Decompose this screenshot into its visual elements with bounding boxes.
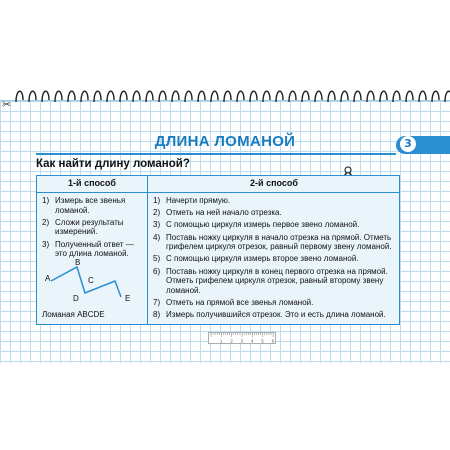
spiral-ring	[107, 91, 114, 102]
polyline-figure	[41, 259, 141, 309]
page-title: ДЛИНА ЛОМАНОЙ	[154, 133, 296, 150]
spiral-ring	[302, 91, 309, 102]
spiral-ring	[445, 91, 450, 102]
spiral-ring	[250, 91, 257, 102]
step-number: 4)	[153, 232, 161, 242]
step-text: С помощью циркуля измерь второе звено ломаной.	[166, 254, 359, 264]
methods-table	[36, 175, 400, 325]
step-number: 1)	[42, 196, 50, 205]
point-label: C	[88, 276, 94, 285]
scissors-icon: ✂	[2, 98, 12, 111]
method2-title: 2-й способ	[250, 178, 298, 188]
spiral-binding	[0, 82, 450, 112]
spiral-ring	[263, 91, 270, 102]
ruler-label: 2	[230, 338, 233, 344]
ruler-label: 3	[240, 338, 244, 344]
step-number: 7)	[153, 297, 161, 307]
step-number: 1)	[153, 196, 161, 205]
spiral-ring	[289, 91, 296, 102]
spiral-ring	[120, 91, 127, 102]
spiral-ring	[16, 91, 23, 102]
column-divider	[147, 176, 148, 324]
step-item	[42, 196, 142, 215]
ruler-label: 4	[250, 338, 254, 344]
title-underline	[36, 153, 396, 155]
point-label: E	[125, 294, 131, 303]
step-text: С помощью циркуля измерь первое звено ломаной.	[166, 220, 360, 230]
step-text: Полученный ответ — это длина ломаной.	[55, 239, 134, 259]
spiral-ring	[419, 91, 426, 102]
header-divider	[37, 192, 399, 193]
spiral-ring	[81, 91, 88, 102]
spiral-ring	[406, 91, 413, 102]
step-item	[153, 233, 393, 252]
step-item	[153, 208, 393, 218]
point-label: D	[73, 294, 79, 303]
step-number: 2)	[42, 217, 50, 227]
spiral-ring	[55, 91, 62, 102]
spiral-ring	[133, 91, 140, 102]
polyline-caption: Ломаная ABCDE	[42, 310, 105, 319]
spiral-ring	[185, 91, 192, 102]
step-item	[42, 240, 142, 259]
spiral-ring	[94, 91, 101, 102]
step-item	[153, 310, 393, 320]
step-text: Начерти прямую.	[166, 196, 231, 205]
step-text: Поставь ножку циркуля в начало отрезка на прямой. Отметь грифелем циркуля отрезок, равный первому звену ломаной.	[166, 232, 392, 252]
spiral-ring	[211, 91, 218, 102]
spiral-ring	[367, 91, 374, 102]
spiral-ring	[68, 91, 75, 102]
step-number: 6)	[153, 266, 161, 276]
spiral-ring	[198, 91, 205, 102]
spiral-ring	[432, 91, 439, 102]
spiral-ring	[237, 91, 244, 102]
step-item	[153, 254, 393, 264]
spiral-ring	[29, 91, 36, 102]
ruler-label: 6	[271, 338, 275, 344]
step-item	[153, 267, 393, 296]
spiral-ring	[380, 91, 387, 102]
step-number: 8)	[153, 310, 161, 320]
spiral-ring	[172, 91, 179, 102]
method1-title: 1-й способ	[68, 178, 116, 188]
spiral-ring	[315, 91, 322, 102]
step-number: 5)	[153, 254, 161, 264]
step-item	[153, 220, 393, 230]
step-text: Измерь получившийся отрезок. Это и есть длина ломаной.	[166, 310, 386, 320]
spiral-ring	[42, 91, 49, 102]
step-number: 3)	[153, 220, 161, 230]
point-label: A	[45, 274, 51, 283]
step-text: Отметь на ней начало отрезка.	[166, 208, 282, 218]
spiral-ring	[393, 91, 400, 102]
point-label: B	[75, 259, 81, 267]
step-text: Поставь ножку циркуля в конец первого отрезка на прямой. Отметь грифелем циркуля отрезок, равный второму звену ломаной.	[166, 266, 388, 295]
step-item	[153, 298, 393, 308]
step-number: 3)	[42, 239, 50, 249]
ruler-label: 5	[261, 338, 264, 344]
step-text: Отметь на прямой все звенья ломаной.	[166, 297, 314, 307]
spiral-ring	[354, 91, 361, 102]
step-text: Измерь все звенья ломаной.	[55, 196, 126, 215]
step-item	[42, 218, 142, 237]
step-text: Сложи результаты измерений.	[55, 217, 124, 237]
ruler-icon	[208, 332, 276, 344]
spiral-ring	[341, 91, 348, 102]
page-number: 3	[400, 136, 416, 152]
spiral-ring	[159, 91, 166, 102]
step-item	[153, 196, 393, 206]
spiral-ring	[276, 91, 283, 102]
spiral-ring	[224, 91, 231, 102]
spiral-ring	[328, 91, 335, 102]
spiral-ring	[146, 91, 153, 102]
ruler-label: 1	[219, 338, 223, 344]
step-number: 2)	[153, 208, 161, 218]
method1-steps	[42, 196, 142, 261]
method2-steps	[153, 196, 393, 322]
question-heading: Как найти длину ломаной?	[36, 158, 190, 170]
